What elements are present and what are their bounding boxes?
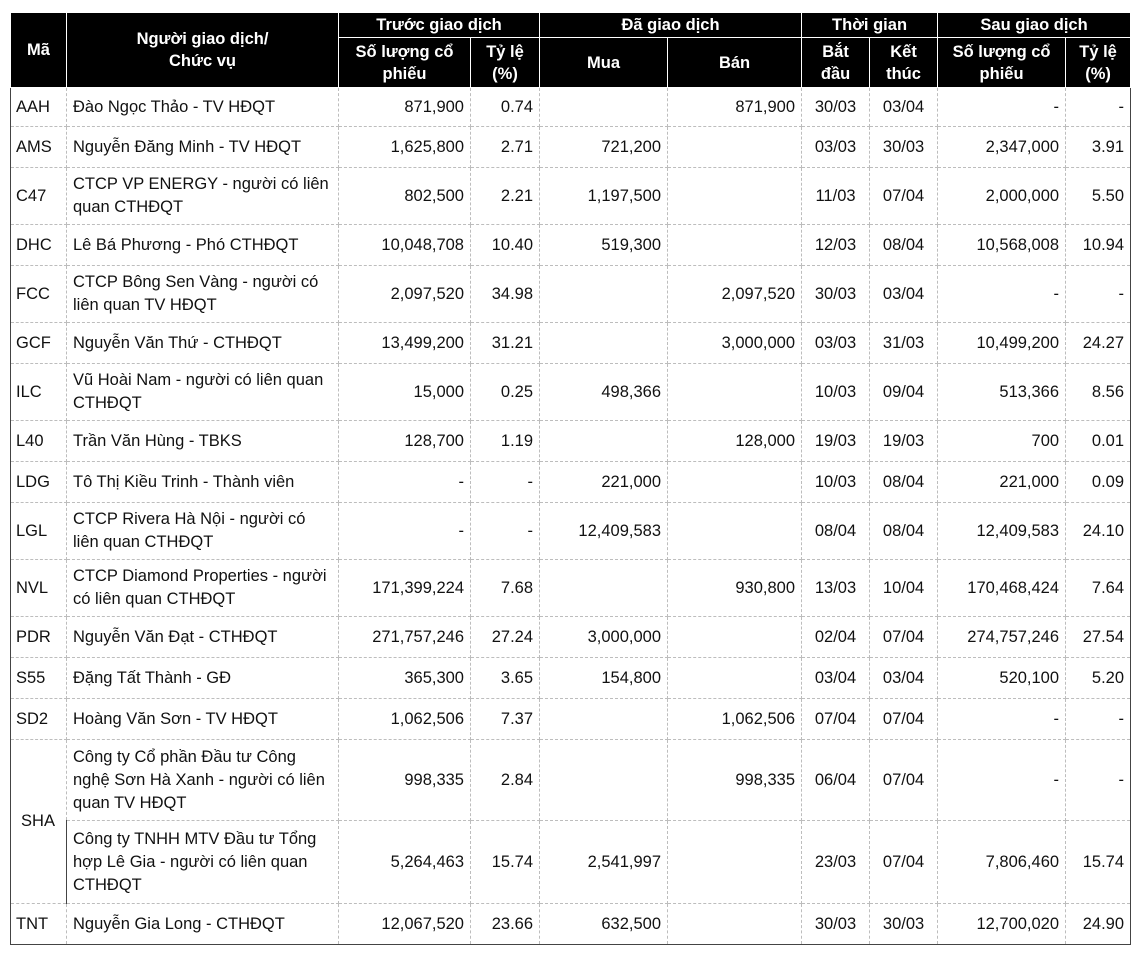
sell-cell bbox=[668, 617, 802, 658]
before-shares-cell: 802,500 bbox=[339, 168, 471, 225]
end-date-cell: 07/04 bbox=[870, 821, 938, 904]
after-ratio-cell: 7.64 bbox=[1066, 560, 1131, 617]
after-ratio-cell: 3.91 bbox=[1066, 127, 1131, 168]
person-position-cell: Nguyễn Gia Long - CTHĐQT bbox=[67, 904, 339, 945]
before-shares-cell: 998,335 bbox=[339, 740, 471, 821]
start-date-cell: 07/04 bbox=[802, 699, 870, 740]
after-ratio-cell: - bbox=[1066, 740, 1131, 821]
before-ratio-cell: 31.21 bbox=[471, 323, 540, 364]
header-person bbox=[67, 13, 339, 88]
after-ratio-cell: 24.27 bbox=[1066, 323, 1131, 364]
sell-cell: 1,062,506 bbox=[668, 699, 802, 740]
buy-cell bbox=[540, 699, 668, 740]
sell-cell bbox=[668, 225, 802, 266]
buy-cell bbox=[540, 421, 668, 462]
before-ratio-cell: 0.74 bbox=[471, 88, 540, 127]
after-shares-cell: 10,499,200 bbox=[938, 323, 1066, 364]
buy-cell: 498,366 bbox=[540, 364, 668, 421]
table-row bbox=[11, 699, 1131, 740]
end-date-cell: 09/04 bbox=[870, 364, 938, 421]
ticker-cell: FCC bbox=[11, 266, 67, 323]
after-ratio-cell: 0.09 bbox=[1066, 462, 1131, 503]
header-person-line2: Chức vụ bbox=[169, 52, 236, 70]
end-date-cell: 30/03 bbox=[870, 904, 938, 945]
before-shares-cell: 871,900 bbox=[339, 88, 471, 127]
before-shares-cell: 1,625,800 bbox=[339, 127, 471, 168]
table-header bbox=[11, 13, 1131, 88]
after-shares-cell: 12,409,583 bbox=[938, 503, 1066, 560]
start-date-cell: 03/04 bbox=[802, 658, 870, 699]
after-shares-cell: 221,000 bbox=[938, 462, 1066, 503]
table-row bbox=[11, 168, 1131, 225]
table-row bbox=[11, 503, 1131, 560]
start-date-cell: 03/03 bbox=[802, 127, 870, 168]
before-ratio-cell: 1.19 bbox=[471, 421, 540, 462]
start-date-cell: 11/03 bbox=[802, 168, 870, 225]
start-date-cell: 30/03 bbox=[802, 88, 870, 127]
start-date-cell: 13/03 bbox=[802, 560, 870, 617]
after-shares-cell: 520,100 bbox=[938, 658, 1066, 699]
ticker-cell: LDG bbox=[11, 462, 67, 503]
after-shares-cell: 170,468,424 bbox=[938, 560, 1066, 617]
start-date-cell: 12/03 bbox=[802, 225, 870, 266]
table-row bbox=[11, 323, 1131, 364]
sell-cell: 128,000 bbox=[668, 421, 802, 462]
buy-cell bbox=[540, 88, 668, 127]
start-date-cell: 08/04 bbox=[802, 503, 870, 560]
person-position-cell: Lê Bá Phương - Phó CTHĐQT bbox=[67, 225, 339, 266]
person-position-cell: Nguyễn Đăng Minh - TV HĐQT bbox=[67, 127, 339, 168]
person-position-cell: CTCP Diamond Properties - người có liên quan CTHĐQT bbox=[67, 560, 339, 617]
ticker-cell: L40 bbox=[11, 421, 67, 462]
before-shares-cell: - bbox=[339, 462, 471, 503]
after-shares-cell: 274,757,246 bbox=[938, 617, 1066, 658]
buy-cell: 721,200 bbox=[540, 127, 668, 168]
before-shares-cell: 1,062,506 bbox=[339, 699, 471, 740]
before-shares-cell: 10,048,708 bbox=[339, 225, 471, 266]
person-position-cell: Đặng Tất Thành - GĐ bbox=[67, 658, 339, 699]
person-position-cell: Vũ Hoài Nam - người có liên quan CTHĐQT bbox=[67, 364, 339, 421]
before-shares-cell: - bbox=[339, 503, 471, 560]
before-ratio-cell: 15.74 bbox=[471, 821, 540, 904]
table-row bbox=[11, 821, 1131, 904]
table-row bbox=[11, 225, 1131, 266]
start-date-cell: 10/03 bbox=[802, 364, 870, 421]
sell-cell: 3,000,000 bbox=[668, 323, 802, 364]
after-ratio-cell: 5.50 bbox=[1066, 168, 1131, 225]
table-row bbox=[11, 364, 1131, 421]
person-position-cell: Nguyễn Văn Thứ - CTHĐQT bbox=[67, 323, 339, 364]
table-body bbox=[11, 88, 1131, 945]
after-ratio-cell: 15.74 bbox=[1066, 821, 1131, 904]
buy-cell: 519,300 bbox=[540, 225, 668, 266]
ticker-cell: SHA bbox=[11, 740, 67, 904]
start-date-cell: 06/04 bbox=[802, 740, 870, 821]
ticker-cell: C47 bbox=[11, 168, 67, 225]
end-date-cell: 19/03 bbox=[870, 421, 938, 462]
after-shares-cell: - bbox=[938, 266, 1066, 323]
end-date-cell: 08/04 bbox=[870, 503, 938, 560]
before-ratio-cell: - bbox=[471, 503, 540, 560]
sell-cell: 998,335 bbox=[668, 740, 802, 821]
insider-trading-table bbox=[10, 12, 1131, 945]
ticker-cell: PDR bbox=[11, 617, 67, 658]
header-after-shares: Số lượng cổ phiếu bbox=[938, 38, 1066, 88]
after-ratio-cell: 8.56 bbox=[1066, 364, 1131, 421]
table-row bbox=[11, 617, 1131, 658]
start-date-cell: 19/03 bbox=[802, 421, 870, 462]
after-ratio-cell: - bbox=[1066, 699, 1131, 740]
after-shares-cell: 2,000,000 bbox=[938, 168, 1066, 225]
before-ratio-cell: 7.37 bbox=[471, 699, 540, 740]
after-ratio-cell: 0.01 bbox=[1066, 421, 1131, 462]
before-ratio-cell: 0.25 bbox=[471, 364, 540, 421]
before-shares-cell: 15,000 bbox=[339, 364, 471, 421]
buy-cell: 221,000 bbox=[540, 462, 668, 503]
buy-cell bbox=[540, 323, 668, 364]
person-position-cell: Nguyễn Văn Đạt - CTHĐQT bbox=[67, 617, 339, 658]
after-ratio-cell: 5.20 bbox=[1066, 658, 1131, 699]
person-position-cell: CTCP Bông Sen Vàng - người có liên quan TV HĐQT bbox=[67, 266, 339, 323]
table-row bbox=[11, 658, 1131, 699]
ticker-cell: DHC bbox=[11, 225, 67, 266]
sell-cell: 2,097,520 bbox=[668, 266, 802, 323]
buy-cell bbox=[540, 560, 668, 617]
sell-cell: 871,900 bbox=[668, 88, 802, 127]
ticker-cell: S55 bbox=[11, 658, 67, 699]
before-shares-cell: 128,700 bbox=[339, 421, 471, 462]
table-row bbox=[11, 88, 1131, 127]
header-traded: Đã giao dịch bbox=[540, 13, 802, 38]
before-ratio-cell: 7.68 bbox=[471, 560, 540, 617]
after-shares-cell: - bbox=[938, 699, 1066, 740]
header-end: Kết thúc bbox=[870, 38, 938, 88]
buy-cell: 154,800 bbox=[540, 658, 668, 699]
start-date-cell: 30/03 bbox=[802, 904, 870, 945]
end-date-cell: 10/04 bbox=[870, 560, 938, 617]
ticker-cell: LGL bbox=[11, 503, 67, 560]
before-shares-cell: 13,499,200 bbox=[339, 323, 471, 364]
table-row bbox=[11, 421, 1131, 462]
after-ratio-cell: 24.90 bbox=[1066, 904, 1131, 945]
header-after-ratio: Tỷ lệ (%) bbox=[1066, 38, 1131, 88]
header-before: Trước giao dịch bbox=[339, 13, 540, 38]
header-buy: Mua bbox=[540, 38, 668, 88]
end-date-cell: 30/03 bbox=[870, 127, 938, 168]
ticker-cell: ILC bbox=[11, 364, 67, 421]
end-date-cell: 07/04 bbox=[870, 699, 938, 740]
after-ratio-cell: - bbox=[1066, 88, 1131, 127]
end-date-cell: 07/04 bbox=[870, 740, 938, 821]
sell-cell bbox=[668, 904, 802, 945]
sell-cell bbox=[668, 658, 802, 699]
before-ratio-cell: 2.71 bbox=[471, 127, 540, 168]
ticker-cell: AAH bbox=[11, 88, 67, 127]
end-date-cell: 03/04 bbox=[870, 658, 938, 699]
after-shares-cell: 12,700,020 bbox=[938, 904, 1066, 945]
sell-cell bbox=[668, 127, 802, 168]
person-position-cell: Đào Ngọc Thảo - TV HĐQT bbox=[67, 88, 339, 127]
after-shares-cell: 2,347,000 bbox=[938, 127, 1066, 168]
sell-cell bbox=[668, 462, 802, 503]
table-row bbox=[11, 266, 1131, 323]
table-row bbox=[11, 740, 1131, 821]
table-row bbox=[11, 904, 1131, 945]
start-date-cell: 03/03 bbox=[802, 323, 870, 364]
end-date-cell: 31/03 bbox=[870, 323, 938, 364]
person-position-cell: CTCP Rivera Hà Nội - người có liên quan CTHĐQT bbox=[67, 503, 339, 560]
after-ratio-cell: 27.54 bbox=[1066, 617, 1131, 658]
before-shares-cell: 171,399,224 bbox=[339, 560, 471, 617]
buy-cell: 1,197,500 bbox=[540, 168, 668, 225]
ticker-cell: TNT bbox=[11, 904, 67, 945]
person-position-cell: Hoàng Văn Sơn - TV HĐQT bbox=[67, 699, 339, 740]
before-ratio-cell: 23.66 bbox=[471, 904, 540, 945]
before-ratio-cell: 34.98 bbox=[471, 266, 540, 323]
after-shares-cell: - bbox=[938, 740, 1066, 821]
before-ratio-cell: 3.65 bbox=[471, 658, 540, 699]
header-ma: Mã bbox=[11, 13, 67, 88]
header-person-line1: Người giao dịch/ bbox=[136, 30, 269, 48]
ticker-cell: GCF bbox=[11, 323, 67, 364]
header-before-ratio: Tỷ lệ (%) bbox=[471, 38, 540, 88]
after-shares-cell: - bbox=[938, 88, 1066, 127]
start-date-cell: 30/03 bbox=[802, 266, 870, 323]
buy-cell: 3,000,000 bbox=[540, 617, 668, 658]
sell-cell bbox=[668, 821, 802, 904]
end-date-cell: 03/04 bbox=[870, 88, 938, 127]
before-ratio-cell: 2.21 bbox=[471, 168, 540, 225]
header-before-shares: Số lượng cổ phiếu bbox=[339, 38, 471, 88]
after-shares-cell: 7,806,460 bbox=[938, 821, 1066, 904]
table-row bbox=[11, 560, 1131, 617]
end-date-cell: 07/04 bbox=[870, 617, 938, 658]
end-date-cell: 08/04 bbox=[870, 225, 938, 266]
buy-cell: 12,409,583 bbox=[540, 503, 668, 560]
person-position-cell: Công ty TNHH MTV Đầu tư Tổng hợp Lê Gia - người có liên quan CTHĐQT bbox=[67, 821, 339, 904]
ticker-cell: SD2 bbox=[11, 699, 67, 740]
start-date-cell: 23/03 bbox=[802, 821, 870, 904]
before-shares-cell: 2,097,520 bbox=[339, 266, 471, 323]
after-shares-cell: 10,568,008 bbox=[938, 225, 1066, 266]
header-sell: Bán bbox=[668, 38, 802, 88]
sell-cell bbox=[668, 168, 802, 225]
before-ratio-cell: 2.84 bbox=[471, 740, 540, 821]
after-shares-cell: 700 bbox=[938, 421, 1066, 462]
table-row bbox=[11, 127, 1131, 168]
buy-cell bbox=[540, 266, 668, 323]
header-time: Thời gian bbox=[802, 13, 938, 38]
start-date-cell: 10/03 bbox=[802, 462, 870, 503]
ticker-cell: AMS bbox=[11, 127, 67, 168]
header-start: Bắt đầu bbox=[802, 38, 870, 88]
person-position-cell: Công ty Cổ phần Đầu tư Công nghệ Sơn Hà Xanh - người có liên quan TV HĐQT bbox=[67, 740, 339, 821]
before-shares-cell: 365,300 bbox=[339, 658, 471, 699]
after-ratio-cell: - bbox=[1066, 266, 1131, 323]
end-date-cell: 07/04 bbox=[870, 168, 938, 225]
person-position-cell: Tô Thị Kiều Trinh - Thành viên bbox=[67, 462, 339, 503]
after-ratio-cell: 10.94 bbox=[1066, 225, 1131, 266]
ticker-cell: NVL bbox=[11, 560, 67, 617]
sell-cell bbox=[668, 364, 802, 421]
start-date-cell: 02/04 bbox=[802, 617, 870, 658]
before-ratio-cell: - bbox=[471, 462, 540, 503]
sell-cell bbox=[668, 503, 802, 560]
header-after: Sau giao dịch bbox=[938, 13, 1131, 38]
table-row bbox=[11, 462, 1131, 503]
buy-cell: 632,500 bbox=[540, 904, 668, 945]
person-position-cell: CTCP VP ENERGY - người có liên quan CTHĐQT bbox=[67, 168, 339, 225]
before-ratio-cell: 10.40 bbox=[471, 225, 540, 266]
before-shares-cell: 12,067,520 bbox=[339, 904, 471, 945]
person-position-cell: Trần Văn Hùng - TBKS bbox=[67, 421, 339, 462]
buy-cell bbox=[540, 740, 668, 821]
sell-cell: 930,800 bbox=[668, 560, 802, 617]
after-ratio-cell: 24.10 bbox=[1066, 503, 1131, 560]
end-date-cell: 03/04 bbox=[870, 266, 938, 323]
before-ratio-cell: 27.24 bbox=[471, 617, 540, 658]
before-shares-cell: 5,264,463 bbox=[339, 821, 471, 904]
end-date-cell: 08/04 bbox=[870, 462, 938, 503]
before-shares-cell: 271,757,246 bbox=[339, 617, 471, 658]
buy-cell: 2,541,997 bbox=[540, 821, 668, 904]
after-shares-cell: 513,366 bbox=[938, 364, 1066, 421]
